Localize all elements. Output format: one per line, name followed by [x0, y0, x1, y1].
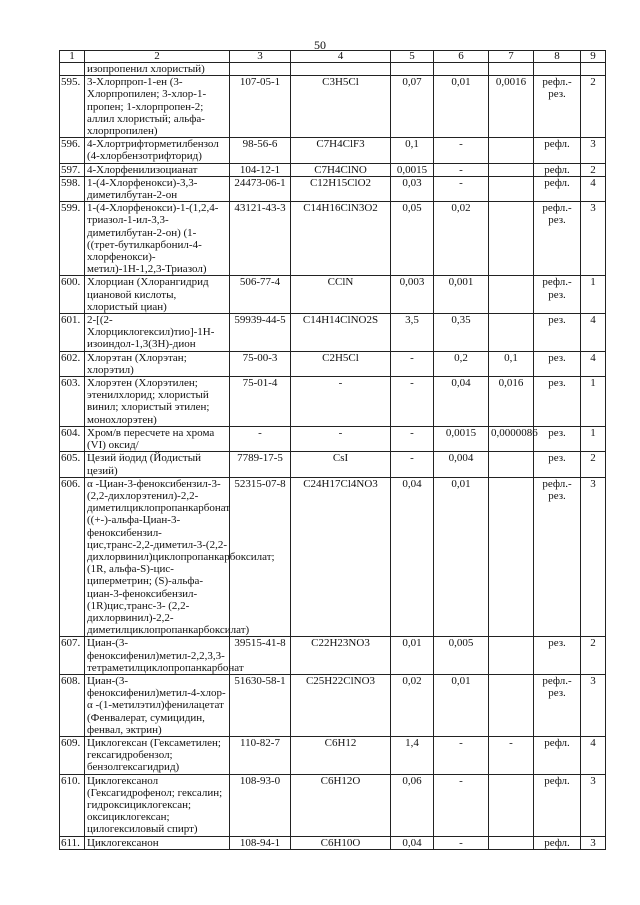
table-row — [60, 138, 606, 163]
row-number: 606. — [60, 477, 85, 637]
header-row — [60, 51, 606, 63]
row-number: 611. — [60, 836, 85, 849]
value-col7: - — [489, 736, 534, 774]
formula: C2H5Cl — [291, 351, 391, 376]
substance-name: Хлорэтан (Хлорэтан; хлорэтил) — [85, 351, 230, 376]
hazard-class: 1 — [581, 276, 606, 314]
col-header: 4 — [291, 51, 391, 63]
value-col7 — [489, 836, 534, 849]
table-row — [60, 774, 606, 836]
row-number: 607. — [60, 637, 85, 675]
cas-number: 43121-43-3 — [230, 202, 291, 276]
substance-name: 1-(4-Хлорфенокси)-1-(1,2,4-триазол-1-ил-3,3-диметилбутан-2-он) (1-((трет-бутилкарбонил-4-хлорфенокси)-метил)-1Н-1,2,3-Триазол) — [85, 202, 230, 276]
cas-number: 506-77-4 — [230, 276, 291, 314]
value-col7 — [489, 314, 534, 352]
class-col8: рез. — [534, 637, 581, 675]
formula: C22H23NO3 — [291, 637, 391, 675]
substance-name: 4-Хлортрифторметилбензол (4-хлорбензотрифторид) — [85, 138, 230, 163]
value-col6: 0,005 — [434, 637, 489, 675]
value-col5: 0,07 — [391, 76, 434, 138]
substance-name: Хлорциан (Хлорангидрид циановой кислоты, хлористый циан) — [85, 276, 230, 314]
value-col5: - — [391, 377, 434, 427]
value-col5: 0,06 — [391, 774, 434, 836]
row-number: 604. — [60, 426, 85, 451]
class-col8: рефл.-рез. — [534, 202, 581, 276]
formula: C12H15ClO2 — [291, 176, 391, 201]
row-number: 610. — [60, 774, 85, 836]
value-col7 — [489, 637, 534, 675]
substances-table — [59, 50, 606, 850]
row-number: 595. — [60, 76, 85, 138]
col-header: 8 — [534, 51, 581, 63]
table-row — [60, 736, 606, 774]
cas-number: 52315-07-8 — [230, 477, 291, 637]
hazard-class: 3 — [581, 836, 606, 849]
table-row — [60, 426, 606, 451]
col-header: 6 — [434, 51, 489, 63]
value-col5: 0,05 — [391, 202, 434, 276]
value-col6: 0,01 — [434, 674, 489, 736]
class-col8: рефл. — [534, 774, 581, 836]
table-row — [60, 377, 606, 427]
value-col6: 0,001 — [434, 276, 489, 314]
formula: C7H4ClF3 — [291, 138, 391, 163]
class-col8: рефл. — [534, 176, 581, 201]
class-col8: рефл.-рез. — [534, 76, 581, 138]
class-col8: рефл.-рез. — [534, 674, 581, 736]
col-header: 2 — [85, 51, 230, 63]
formula: CsI — [291, 452, 391, 477]
substance-name: Циан-(3-феноксифенил)метил-2,2,3,3-тетраметилциклопропанкарбонат — [85, 637, 230, 675]
value-col7 — [489, 674, 534, 736]
value-col6: 0,0015 — [434, 426, 489, 451]
value-col6: 0,04 — [434, 377, 489, 427]
hazard-class: 4 — [581, 351, 606, 376]
row-number: 605. — [60, 452, 85, 477]
value-col5: 0,1 — [391, 138, 434, 163]
row-number: 603. — [60, 377, 85, 427]
value-col7: 0,0016 — [489, 76, 534, 138]
row-number: 598. — [60, 176, 85, 201]
row-number: 601. — [60, 314, 85, 352]
value-col5: 3,5 — [391, 314, 434, 352]
value-col5: 1,4 — [391, 736, 434, 774]
substance-name: Циан-(3-феноксифенил)метил-4-хлор- α -(1-метилэтил)фенилацетат (Фенвалерат, сумицидин, фенвал, эктрин) — [85, 674, 230, 736]
formula: C6H10O — [291, 836, 391, 849]
cas-number: 39515-41-8 — [230, 637, 291, 675]
value-col5: 0,0015 — [391, 163, 434, 176]
value-col5: 0,04 — [391, 836, 434, 849]
substance-name: Цезий йодид (Йодистый цезий) — [85, 452, 230, 477]
class-col8: рез. — [534, 351, 581, 376]
value-col6: 0,01 — [434, 76, 489, 138]
row-number: 609. — [60, 736, 85, 774]
formula: C14H14ClNO2S — [291, 314, 391, 352]
value-col5: 0,01 — [391, 637, 434, 675]
substance-name: Хлорэтен (Хлорэтилен; этенилхлорид; хлористый винил; хлористый этилен; монохлорэтен) — [85, 377, 230, 427]
hazard-class: 3 — [581, 477, 606, 637]
class-col8: рез. — [534, 314, 581, 352]
value-col5: 0,04 — [391, 477, 434, 637]
hazard-class: 3 — [581, 674, 606, 736]
value-col7 — [489, 452, 534, 477]
value-col7: 0,0000086 — [489, 426, 534, 451]
table-row — [60, 836, 606, 849]
class-col8: рез. — [534, 452, 581, 477]
table-row — [60, 76, 606, 138]
table-row — [60, 637, 606, 675]
formula: C7H4ClNO — [291, 163, 391, 176]
substance-name: Хром/в пересчете на хрома (VI) оксид/ — [85, 426, 230, 451]
value-col5: - — [391, 351, 434, 376]
value-col7: 0,016 — [489, 377, 534, 427]
value-col7 — [489, 276, 534, 314]
value-col5: - — [391, 452, 434, 477]
value-col6: - — [434, 736, 489, 774]
formula: C25H22ClNO3 — [291, 674, 391, 736]
cas-number: 24473-06-1 — [230, 176, 291, 201]
hazard-class: 2 — [581, 637, 606, 675]
substance-name: 1-(4-Хлорфенокси)-3,3-диметилбутан-2-он — [85, 176, 230, 201]
col-header: 7 — [489, 51, 534, 63]
row-number: 600. — [60, 276, 85, 314]
formula: - — [291, 426, 391, 451]
cas-number: 75-01-4 — [230, 377, 291, 427]
table-row — [60, 477, 606, 637]
value-col7 — [489, 202, 534, 276]
table-row — [60, 276, 606, 314]
row-number: 608. — [60, 674, 85, 736]
hazard-class: 4 — [581, 314, 606, 352]
class-col8: рефл.-рез. — [534, 477, 581, 637]
table-row — [60, 314, 606, 352]
value-col6: 0,2 — [434, 351, 489, 376]
continuation-row — [60, 63, 606, 76]
hazard-class: 3 — [581, 138, 606, 163]
hazard-class: 2 — [581, 452, 606, 477]
substance-name: 2-[(2-Хлорциклогексил)тио]-1Н-изоиндол-1,3(3Н)-дион — [85, 314, 230, 352]
row-number: 596. — [60, 138, 85, 163]
table-row — [60, 163, 606, 176]
row-number: 602. — [60, 351, 85, 376]
value-col7: 0,1 — [489, 351, 534, 376]
hazard-class: 4 — [581, 736, 606, 774]
class-col8: рефл. — [534, 163, 581, 176]
cas-number: 75-00-3 — [230, 351, 291, 376]
value-col6: - — [434, 774, 489, 836]
col-header: 3 — [230, 51, 291, 63]
cas-number: 110-82-7 — [230, 736, 291, 774]
value-col5: 0,03 — [391, 176, 434, 201]
cas-number: 108-93-0 — [230, 774, 291, 836]
class-col8: рез. — [534, 426, 581, 451]
cas-number: 51630-58-1 — [230, 674, 291, 736]
value-col6: 0,02 — [434, 202, 489, 276]
formula: C14H16ClN3O2 — [291, 202, 391, 276]
value-col6: - — [434, 163, 489, 176]
value-col7 — [489, 163, 534, 176]
class-col8: рефл.-рез. — [534, 276, 581, 314]
row-number: 597. — [60, 163, 85, 176]
class-col8: рефл. — [534, 138, 581, 163]
substance-name: Циклогексанон — [85, 836, 230, 849]
value-col5: - — [391, 426, 434, 451]
formula: C6H12 — [291, 736, 391, 774]
value-col7 — [489, 477, 534, 637]
hazard-class: 4 — [581, 176, 606, 201]
class-col8: рефл. — [534, 836, 581, 849]
value-col6: - — [434, 176, 489, 201]
value-col7 — [489, 138, 534, 163]
value-col6: - — [434, 836, 489, 849]
hazard-class: 3 — [581, 202, 606, 276]
table-row — [60, 202, 606, 276]
hazard-class: 1 — [581, 377, 606, 427]
cas-number: 7789-17-5 — [230, 452, 291, 477]
col-header: 1 — [60, 51, 85, 63]
cas-number: 59939-44-5 — [230, 314, 291, 352]
continuation-text: изопропенил хлористый) — [85, 63, 230, 76]
table-row — [60, 351, 606, 376]
formula: - — [291, 377, 391, 427]
substance-name: Циклогексанол (Гексагидрофенол; гексалин; гидроксициклогексан; оксициклогексан; цилогексиловый спирт) — [85, 774, 230, 836]
value-col7 — [489, 774, 534, 836]
value-col6: - — [434, 138, 489, 163]
table-row — [60, 176, 606, 201]
value-col6: 0,01 — [434, 477, 489, 637]
substance-name: Циклогексан (Гексаметилен; гексагидробензол; бензолгексагидрид) — [85, 736, 230, 774]
class-col8: рез. — [534, 377, 581, 427]
cas-number: - — [230, 426, 291, 451]
table-row — [60, 674, 606, 736]
hazard-class: 1 — [581, 426, 606, 451]
col-header: 5 — [391, 51, 434, 63]
formula: C24H17Cl4NO3 — [291, 477, 391, 637]
formula: CClN — [291, 276, 391, 314]
hazard-class: 2 — [581, 163, 606, 176]
value-col6: 0,004 — [434, 452, 489, 477]
formula: C6H12O — [291, 774, 391, 836]
table-row — [60, 452, 606, 477]
class-col8: рефл. — [534, 736, 581, 774]
value-col6: 0,35 — [434, 314, 489, 352]
cas-number: 107-05-1 — [230, 76, 291, 138]
value-col5: 0,02 — [391, 674, 434, 736]
value-col5: 0,003 — [391, 276, 434, 314]
page-number: 50 — [314, 38, 326, 52]
cas-number: 104-12-1 — [230, 163, 291, 176]
hazard-class: 3 — [581, 774, 606, 836]
substance-name: 3-Хлорпроп-1-ен (3-Хлорпропилен; 3-хлор-1-пропен; 1-хлорпропен-2; аллил хлористый; альфа-хлорпропилен) — [85, 76, 230, 138]
substance-name: 4-Хлорфенилизоцианат — [85, 163, 230, 176]
row-number: 599. — [60, 202, 85, 276]
substance-name: α -Циан-3-феноксибензил-3-(2,2-дихлорэтенил)-2,2-диметилциклопропанкарбонат ((+-)-альфа-Циан-3-феноксибензил-цис,транс-2,2-диметил-3-(2,2-дихлорвинил)циклопропанкарбоксилат; (1R, альфа-S)-цис-циперметрин; (S)-альфа-циан-3-феноксибензил-(1R)цис,транс-3- (2,2-дихлорвинил)-2,2-диметилциклопропанкарбоксилат) — [85, 477, 230, 637]
cas-number: 98-56-6 — [230, 138, 291, 163]
formula: C3H5Cl — [291, 76, 391, 138]
hazard-class: 2 — [581, 76, 606, 138]
value-col7 — [489, 176, 534, 201]
col-header: 9 — [581, 51, 606, 63]
cas-number: 108-94-1 — [230, 836, 291, 849]
